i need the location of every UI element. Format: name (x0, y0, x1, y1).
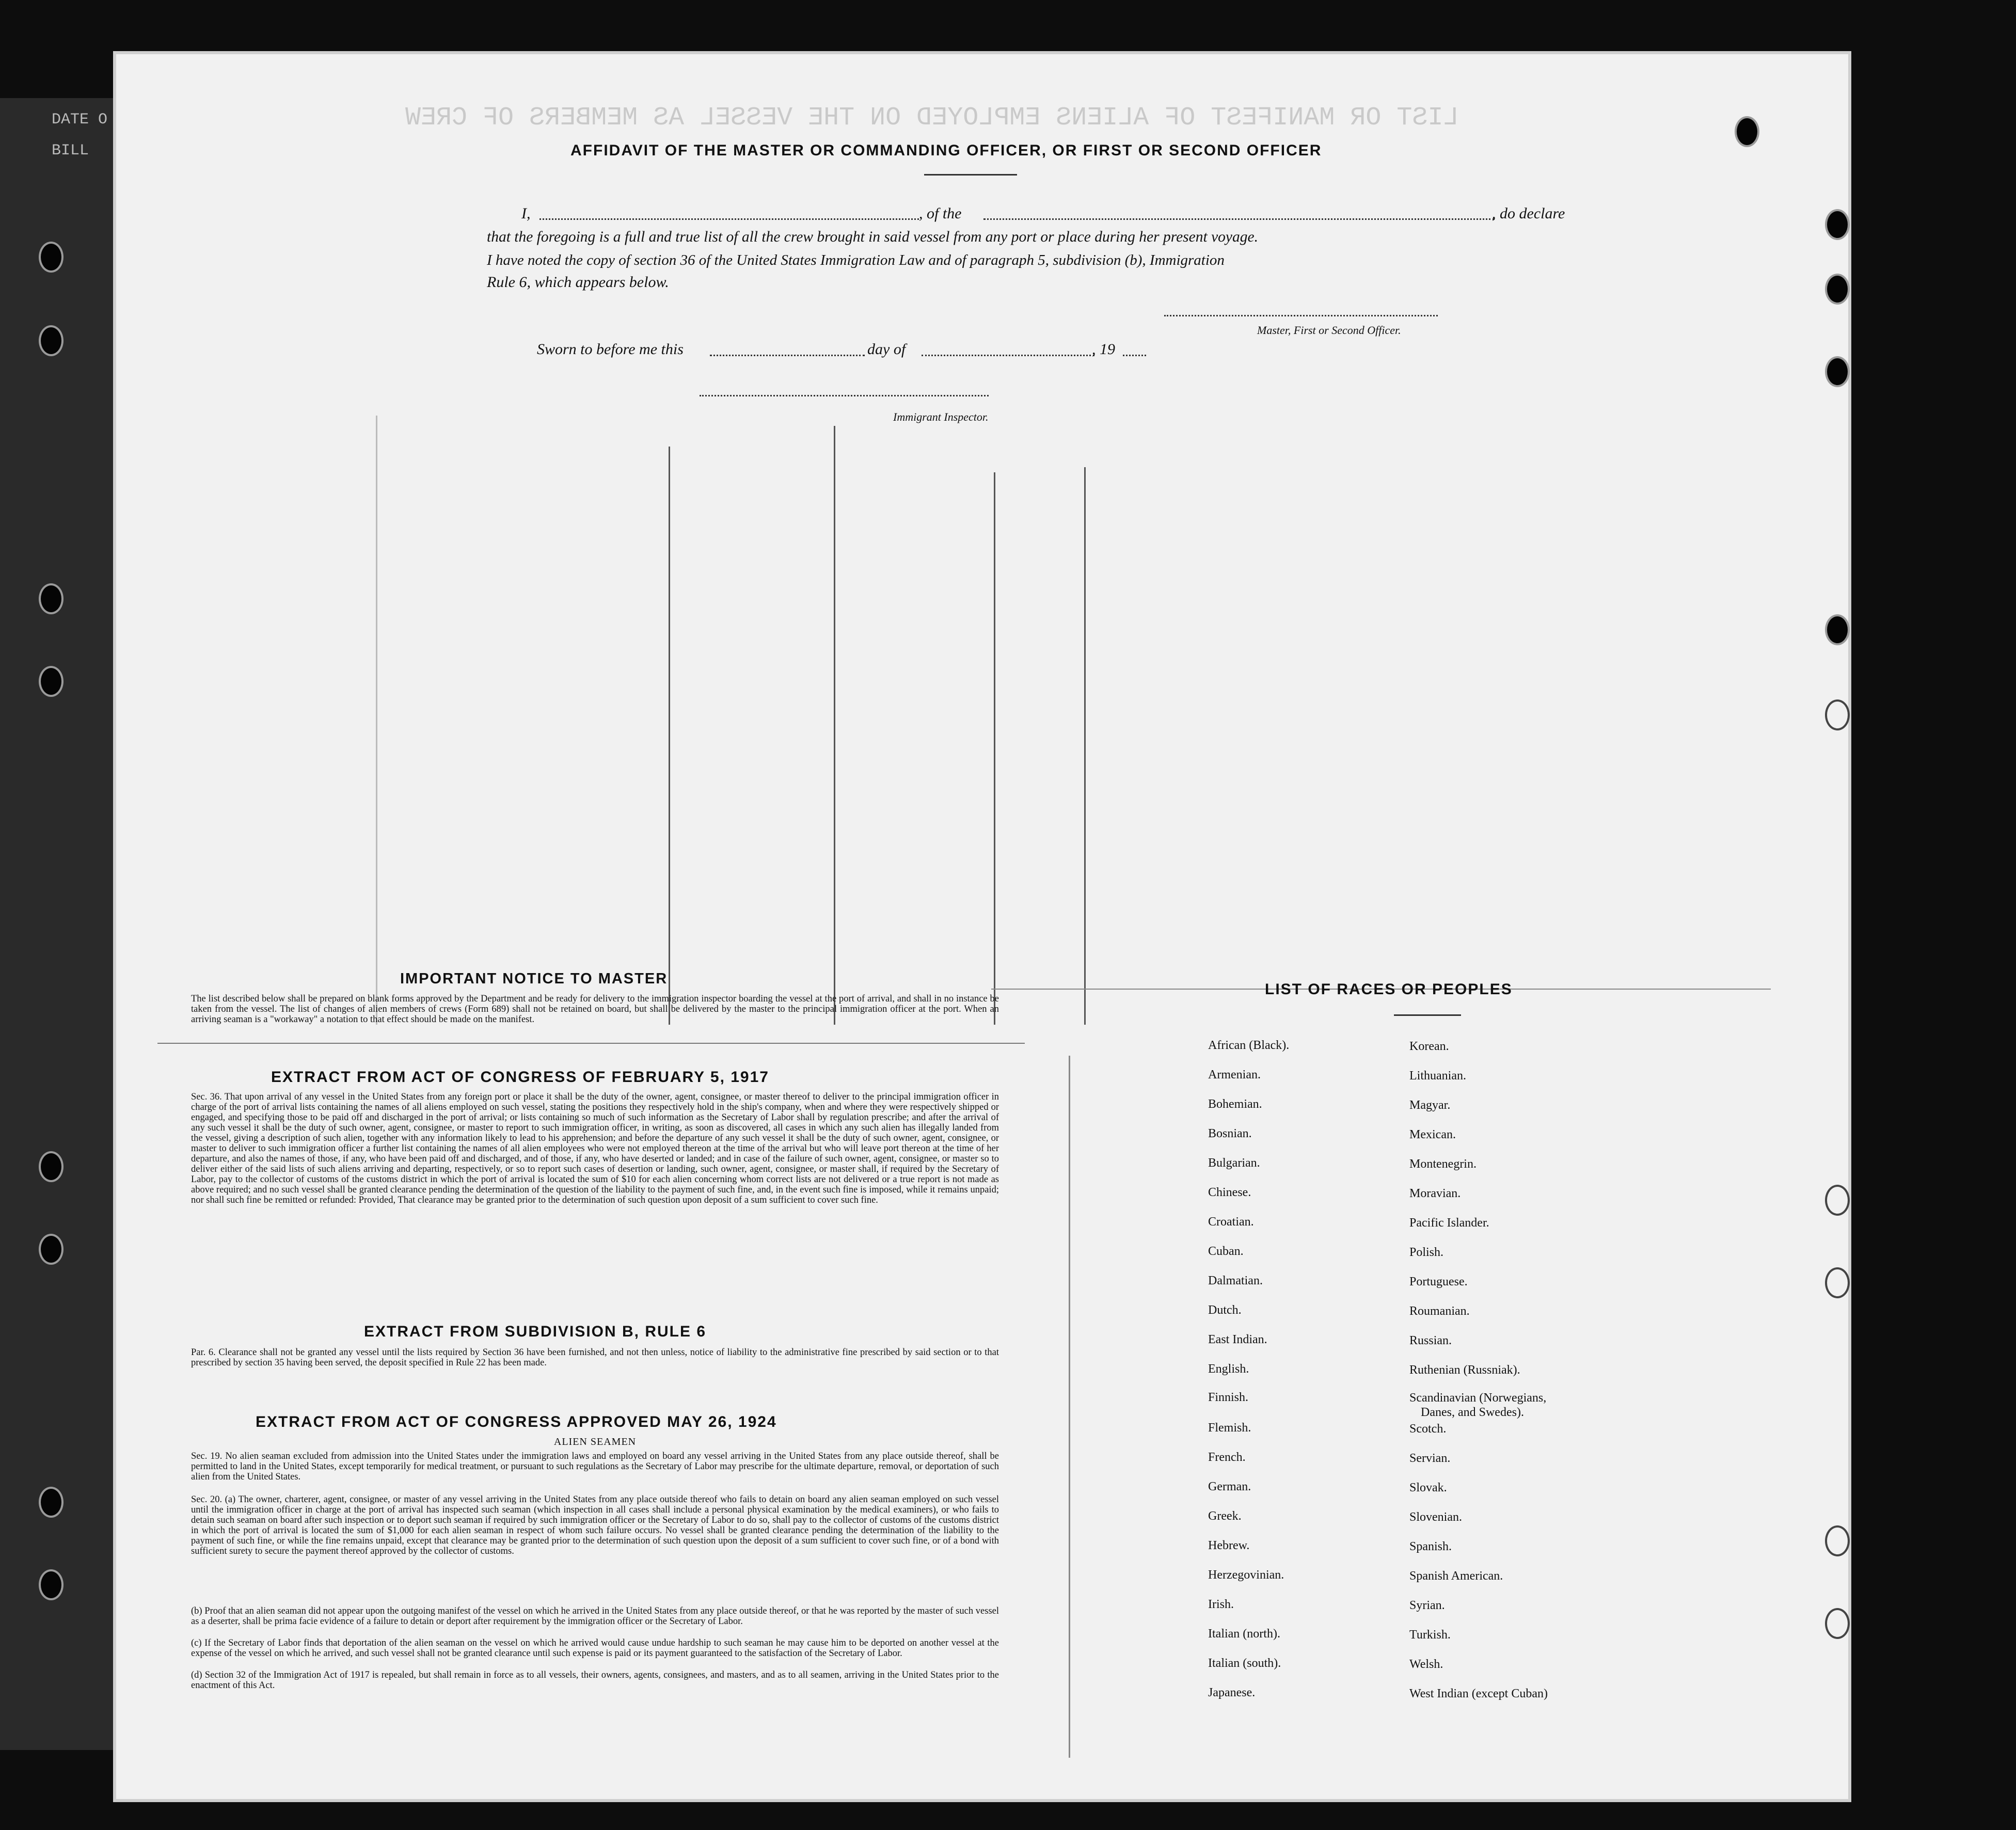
punch-hole (1825, 209, 1850, 240)
race-item: Mexican. (1409, 1128, 1456, 1141)
subdivision-body: Par. 6. Clearance shall not be granted any vessel until the lists required by Section 36 have been furnished, and not then unless, notice of liability to the administrative fine prescribed by said section or to that prescribed by section 35 having been served, the deposit specified in Rule 22 has been made. (191, 1347, 999, 1368)
column-rule (1069, 1056, 1070, 1758)
punch-hole (39, 1569, 64, 1600)
race-item: Bohemian. (1208, 1097, 1262, 1111)
punch-hole (1825, 614, 1850, 645)
race-item: Lithuanian. (1409, 1069, 1466, 1083)
race-item: Scotch. (1409, 1422, 1447, 1436)
punch-hole (1825, 1185, 1850, 1216)
race-item: Greek. (1208, 1509, 1242, 1523)
sworn-year-field[interactable] (1123, 355, 1146, 356)
affidavit-line3: I have noted the copy of section 36 of the United States Immigration Law and of paragraph 5, subdivision (b), Immigration (487, 252, 1225, 268)
race-item: Servian. (1409, 1452, 1451, 1465)
race-item: Welsh. (1409, 1658, 1443, 1671)
column-rule (376, 416, 377, 1025)
punch-hole (39, 1487, 64, 1518)
race-item: Turkish. (1409, 1628, 1451, 1642)
punch-hole (39, 1234, 64, 1265)
punch-hole (39, 325, 64, 356)
notice-title: IMPORTANT NOTICE TO MASTER (400, 970, 668, 987)
column-rule (669, 447, 670, 1025)
affidavit-declare: , do declare (1492, 205, 1565, 222)
race-item: English. (1208, 1362, 1249, 1376)
race-item: Armenian. (1208, 1068, 1261, 1081)
punch-hole (1825, 1608, 1850, 1639)
race-item: Danes, and Swedes). (1421, 1406, 1524, 1419)
title-rule (924, 174, 1017, 176)
race-item: Cuban. (1208, 1245, 1244, 1258)
extract-1924-sec20b: (b) Proof that an alien seaman did not appear upon the outgoing manifest of the vessel on which he arrived in the United States from any place outside thereof, or that he was reported by the master of such vessel as a deserter, shall be prima facie evidence of a failure to detain or deport after requirement by the immigration officer or the Secretary of Labor. (191, 1606, 999, 1627)
punch-hole (39, 1151, 64, 1182)
punch-hole (1735, 116, 1759, 147)
inspector-signature-label: Immigrant Inspector. (893, 410, 989, 423)
race-item: Syrian. (1409, 1599, 1445, 1612)
affidavit-title: AFFIDAVIT OF THE MASTER OR COMMANDING OFFICER, OR FIRST OR SECOND OFFICER (570, 142, 1322, 159)
extract-1924-sec19: Sec. 19. No alien seaman excluded from admission into the United States under the immigration laws and employed on board any vessel arriving in the United States from any place outside thereof, shall be permitted to land in the United States, except temporarily for medical treatment, or pursuant to such regulations as the Secretary of Labor may prescribe for the ultimate departure, removal, or deportation of such alien from the United States. (191, 1451, 999, 1482)
race-item: Ruthenian (Russniak). (1409, 1363, 1520, 1377)
punch-hole (1825, 699, 1850, 730)
punch-hole (1825, 274, 1850, 305)
column-rule (994, 472, 995, 1025)
sworn-month-field[interactable] (922, 355, 1094, 356)
punch-hole (1825, 1267, 1850, 1298)
race-item: Magyar. (1409, 1099, 1451, 1112)
affidavit-line2: that the foregoing is a full and true list of all the crew brought in said vessel from any port or place during her present voyage. (487, 229, 1258, 245)
race-item: Japanese. (1208, 1686, 1256, 1699)
race-item: Bulgarian. (1208, 1156, 1260, 1170)
inspector-signature-field[interactable] (700, 395, 989, 396)
races-title: LIST OF RACES OR PEOPLES (1265, 981, 1513, 998)
races-title-rule (1394, 1014, 1461, 1016)
race-item: Polish. (1409, 1246, 1444, 1259)
race-item: Hebrew. (1208, 1539, 1250, 1552)
sworn-day-field[interactable] (710, 355, 865, 356)
extract-1924-title: EXTRACT FROM ACT OF CONGRESS APPROVED MAY 26, 1924 (256, 1413, 777, 1430)
sworn-day-of: day of (867, 341, 906, 358)
race-item: Dalmatian. (1208, 1274, 1263, 1287)
extract-1917-title: EXTRACT FROM ACT OF CONGRESS OF FEBRUARY 5, 1917 (271, 1069, 769, 1086)
extract-1924-sec20d: (d) Section 32 of the Immigration Act of 1917 is repealed, but shall remain in force as to all vessels, their owners, agents, consignees, and masters, and as to all seamen, arriving in the United States prior to the enactment of this Act. (191, 1670, 999, 1691)
race-item: Slovenian. (1409, 1510, 1462, 1524)
section-divider (157, 1043, 1025, 1044)
margin-text-bill: BILL (52, 142, 89, 160)
punch-hole (39, 666, 64, 697)
punch-hole (39, 583, 64, 614)
extract-1924-sec20a: Sec. 20. (a) The owner, charterer, agent, consignee, or master of any vessel arriving in the United States from any place outside thereof who fails to detain on board any alien seaman employed on such vessel until the immigration officer in charge at the port of arrival has inspected such seaman (which inspection in all cases shall include a personal physical examination by the medical examiners), or who fails to detain such seaman on board after such inspection or to deport such seaman if required by such immigration officer or the Secretary of Labor to do so, shall pay to the collector of customs of the customs district in which the port of arrival is located the sum of $1,000 for each alien seaman in respect of whom such failure occurs. No vessel shall be granted clearance pending the determination of the liability to the payment of such fine, or while the fine remains unpaid, except that clearance may be granted prior to the determination of such question upon the deposit of a sum sufficient to cover such fine, or of a bond with sufficient surety to secure the payment thereof approved by the collector of customs. (191, 1494, 999, 1556)
race-item: Croatian. (1208, 1215, 1254, 1229)
race-item: West Indian (except Cuban) (1409, 1687, 1548, 1700)
punch-hole (1825, 1525, 1850, 1556)
column-rule (1084, 467, 1086, 1025)
extract-1917-body: Sec. 36. That upon arrival of any vessel in the United States from any foreign port or place it shall be the duty of the owner, agent, consignee, or master thereof to deliver to the principal immigration officer in charge of the port of arrival lists containing the names of all aliens employed on such vessel, stating the positions they respectively hold in the ship's company, when and where they were respectively shipped or engaged, and specifying those to be paid off and discharged in the port of arrival; or lists containing so much of such information as the Secretary of Labor shall by regulation prescribe; and after the arrival of any such vessel it shall be the duty of such owner, agent, consignee, or master to report to such immigration officer, in writing, as soon as discovered, all cases in which any such alien has illegally landed from the vessel, giving a description of such alien, together with any information likely to lead to his apprehension; and before the departure of any such vessel it shall be the duty of such owner, agent, consignee, or master to deliver to such immigration officer a further list containing the names of all alien employees who were not employed thereon at the time of the arrival but who will leave port thereon at the time of her departure, and also the names of those, if any, who have been paid off and discharged, and of those, if any, who have deserted or landed; and in case of the failure of such owner, agent, consignee, or master so to deliver either of the said lists of such aliens arriving and departing, respectively, or so to report such cases of desertion or landing, such owner, agent, consignee, or master shall, if required by the Secretary of Labor, pay to the collector of customs of the customs district in which the port of arrival is located the sum of $10 for each alien concerning whom correct lists are not delivered or a true report is not made as above required; and no such vessel shall be granted clearance pending the determination of the question of the liability to the payment of such fine, and, in the event such fine is imposed, while it remains unpaid; nor shall such fine be remitted or refunded: Provided, That clearance may be granted prior to the determination of such question upon deposit of a sum sufficient to cover such fine. (191, 1092, 999, 1205)
column-rule (834, 426, 835, 1025)
race-item: Slovak. (1409, 1481, 1447, 1494)
race-item: Korean. (1409, 1040, 1449, 1053)
race-item: Portuguese. (1409, 1275, 1468, 1288)
race-item: Finnish. (1208, 1391, 1249, 1404)
race-item: Roumanian. (1409, 1304, 1470, 1318)
vessel-field[interactable] (983, 218, 1495, 220)
race-item: Spanish American. (1409, 1569, 1503, 1583)
affidavit-line4: Rule 6, which appears below. (487, 274, 669, 291)
affidavit-i: I, (521, 205, 531, 222)
extract-1924-subtitle: ALIEN SEAMEN (553, 1436, 637, 1447)
race-item: Irish. (1208, 1598, 1234, 1611)
race-item: Montenegrin. (1409, 1157, 1477, 1171)
sworn-text: Sworn to before me this (537, 341, 684, 358)
race-item: Dutch. (1208, 1303, 1242, 1317)
punch-hole (1825, 356, 1850, 387)
bleed-through-header: LIST OR MANIFEST OF ALIENS EMPLOYED ON THE VESSEL AS MEMBERS OF CREW (405, 103, 1459, 133)
race-item: Flemish. (1208, 1421, 1251, 1435)
race-item: Moravian. (1409, 1187, 1461, 1200)
race-item: East Indian. (1208, 1333, 1267, 1346)
race-item: African (Black). (1208, 1039, 1290, 1052)
race-item: Russian. (1409, 1334, 1452, 1347)
race-item: Italian (south). (1208, 1657, 1281, 1670)
race-item: German. (1208, 1480, 1251, 1493)
sworn-year: , 19 (1092, 341, 1115, 358)
master-signature-field[interactable] (1164, 315, 1438, 316)
race-item: Italian (north). (1208, 1627, 1280, 1641)
affidavit-of-the: , of the (919, 205, 962, 222)
race-item: Pacific Islander. (1409, 1216, 1489, 1230)
master-signature-label: Master, First or Second Officer. (1257, 324, 1401, 337)
race-item: French. (1208, 1451, 1246, 1464)
race-item: Chinese. (1208, 1186, 1251, 1199)
race-item: Spanish. (1409, 1540, 1452, 1553)
notice-body: The list described below shall be prepared on blank forms approved by the Department and be ready for delivery to the immigration inspector boarding the vessel at the port of arrival, and shall in no instance be taken from the vessel. The list of changes of alien members of crews (Form 689) shall not be retained on board, but shall be delivered by the master to the principal immigration officer at the port. When an arriving seaman is a "workaway" a notation to that effect should be made on the manifest. (191, 994, 999, 1025)
subdivision-title: EXTRACT FROM SUBDIVISION B, RULE 6 (364, 1323, 707, 1340)
race-item: Bosnian. (1208, 1127, 1252, 1140)
race-item: Scandinavian (Norwegians, (1409, 1391, 1547, 1405)
margin-text-date: DATE O (52, 111, 108, 129)
manifest-page (116, 54, 1848, 1799)
extract-1924-sec20c: (c) If the Secretary of Labor finds that deportation of the alien seaman on the vessel on which he arrived would cause undue hardship to such seaman he may cause him to be deported on another vessel at the expense of the vessel on which he arrived, and such vessel shall not be granted clearance until such expense is paid or its payment guaranteed to the satisfaction of the Secretary of Labor. (191, 1638, 999, 1659)
punch-hole (39, 242, 64, 273)
name-field[interactable] (539, 218, 919, 220)
race-item: Herzegovinian. (1208, 1568, 1284, 1582)
